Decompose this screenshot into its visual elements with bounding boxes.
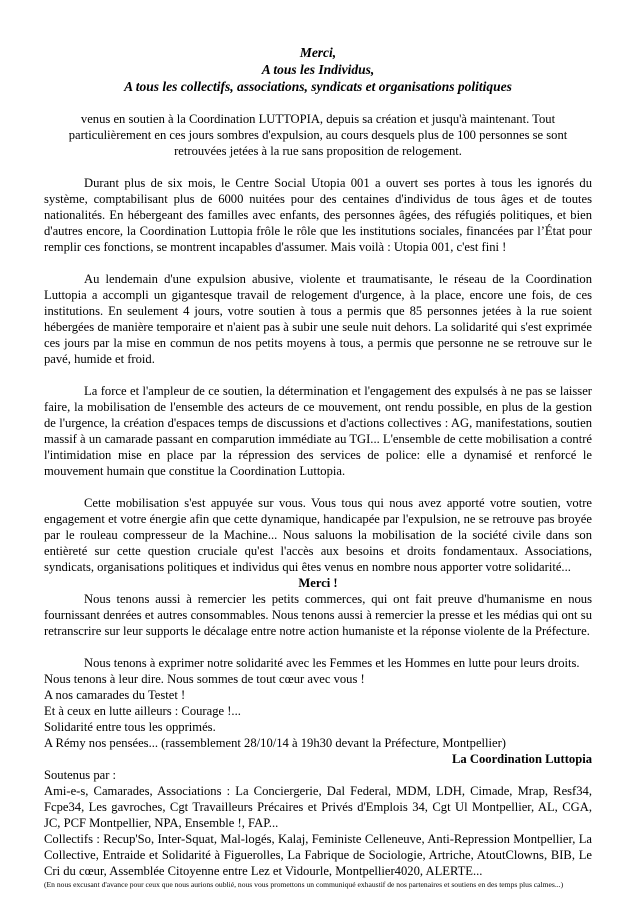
paragraph-soutien: Cette mobilisation s'est appuyée sur vous. Vous tous qui nous avez apporté votre soutien, votre engagement et votre énergie afin que cette dynamique, handicapée par l'expulsion, ne se retrouve pas broyée par le rouleau compresseur de la Machine... Nous saluons la mobilisation de la société civile dans son entièreté sur cette question cruciale qu'est l'accès aux besoins et droits fondamentaux. Associations, syndicats, organisations politiques et individus qui êtes venus en nombre nous apporter votre solidarité... bbox=[44, 496, 592, 574]
message-line: A Rémy nos pensées... (rassemblement 28/10/14 à 19h30 devant la Préfecture, Montpellier) bbox=[44, 736, 507, 750]
intro-paragraph: venus en soutien à la Coordination LUTTOPIA, depuis sa création et jusqu'à maintenant. Tout particulièrement en ces jours sombres d'expulsion, au cours desquels plus de 100 personnes se sont retrouvées jetées à la rue sans proposition de relogement. bbox=[68, 112, 568, 158]
paragraph-thanks: Nous tenons aussi à remercier les petits commerces, qui ont fait preuve d'humanisme en nous fournissant denrées et autres consommables. Nous tenons aussi à remercier la presse et les médias qui ont su retranscrire sur leur supports le décalage entre notre action humaniste et la réponse violente de la Préfecture. bbox=[44, 592, 592, 638]
signature: La Coordination Luttopia bbox=[452, 752, 592, 766]
message-line: Solidarité entre tous les opprimés. bbox=[44, 720, 216, 734]
paragraph-solidarity: Nous tenons à exprimer notre solidarité avec les Femmes et les Hommes en lutte pour leurs droits. bbox=[84, 656, 580, 670]
letter-page bbox=[44, 44, 592, 890]
merci-heading: Merci ! bbox=[298, 576, 338, 590]
supporters-heading: Soutenus par : bbox=[44, 768, 117, 782]
message-line: Et à ceux en lutte ailleurs : Courage !... bbox=[44, 704, 241, 718]
title-line-1: Merci, bbox=[299, 45, 337, 60]
paragraph-mobilisation: La force et l'ampleur de ce soutien, la détermination et l'engagement des expulsés à ne pas se laisser faire, la mobilisation de l'ensemble des acteurs de ce mouvement, ont rendu possible, en plus de la gestion de l'urgence, la création d'espaces temps de discussions et d'actions collectives : AG, manifestations, soutien massif à un camarade passant en comparution immédiate au TGI... L'ensemble de cette mobilisation a contré l'intimidation mise en place par la répression des services de police: elle a dynamisé et renforcé le mouvement humain que constitue la Coordination Luttopia. bbox=[44, 384, 592, 478]
paragraph-relogement: Au lendemain d'une expulsion abusive, violente et traumatisante, le réseau de la Coordination Luttopia a accompli un gigantesque travail de relogement d'urgence, à la place, encore une fois, de ces institutions. En seulement 4 jours, votre soutien à tous a permis que 85 personnes jetées à la rue soient hébergées de manière temporaire et n'aient pas à subir une seule nuit dehors. La solidarité qui s'est exprimée ces jours par la mise en commun de nos petits moyens à tous, a permis que personne ne se retrouve sur le pavé, humide et froid. bbox=[44, 272, 592, 366]
footnote: (En nous excusant d'avance pour ceux que nous aurions oublié, nous vous promettons un communiqué exhaustif de nos partenaires et soutiens en des temps plus calmes...) bbox=[44, 880, 564, 889]
paragraph-utopia: Durant plus de six mois, le Centre Social Utopia 001 a ouvert ses portes à tous les ignorés du système, comptabilisant plus de 6000 nuitées pour des centaines d'individus de tous âges et de toutes nationalités. En hébergeant des familles avec enfants, des personnes âgées, des réfugiés politiques, et bien d'autres encore, la Coordination Luttopia frôle le rôle que les institutions sociales, financées par l’État pour remplir ces fonctions, se montrent incapables d'assumer. Mais voilà : Utopia 001, c'est fini ! bbox=[44, 176, 592, 254]
supporters-collectives: Collectifs : Recup'So, Inter-Squat, Mal-logés, Kalaj, Feministe Celleneuve, Anti-Repression Montpellier, La Collective, Entraide et Solidarité à Figuerolles, La Fabrique de Sociologie, Artriche, AtoutClowns, BIB, Le Cri du cœur, Assemblée Citoyenne entre Lez et Vidourle, Montpellier4020, ALERTE... bbox=[44, 832, 592, 878]
supporters-groups: Ami-e-s, Camarades, Associations : La Conciergerie, Dal Federal, MDM, LDH, Cimade, Mrap, Resf34, Fcpe34, Les gavroches, Cgt Travailleurs Précaires et Privés d'Emplois 34, Cgt Ul Montpellier, AL, CGA, JC, PCF Montpellier, NPA, Ensemble !, FAP... bbox=[44, 784, 592, 830]
message-line: A nos camarades du Testet ! bbox=[44, 688, 186, 702]
title-line-3: A tous les collectifs, associations, syndicats et organisations politiques bbox=[124, 79, 512, 94]
message-line: Nous tenons à leur dire. Nous sommes de tout cœur avec vous ! bbox=[44, 672, 365, 686]
title-line-2: A tous les Individus, bbox=[261, 62, 375, 77]
